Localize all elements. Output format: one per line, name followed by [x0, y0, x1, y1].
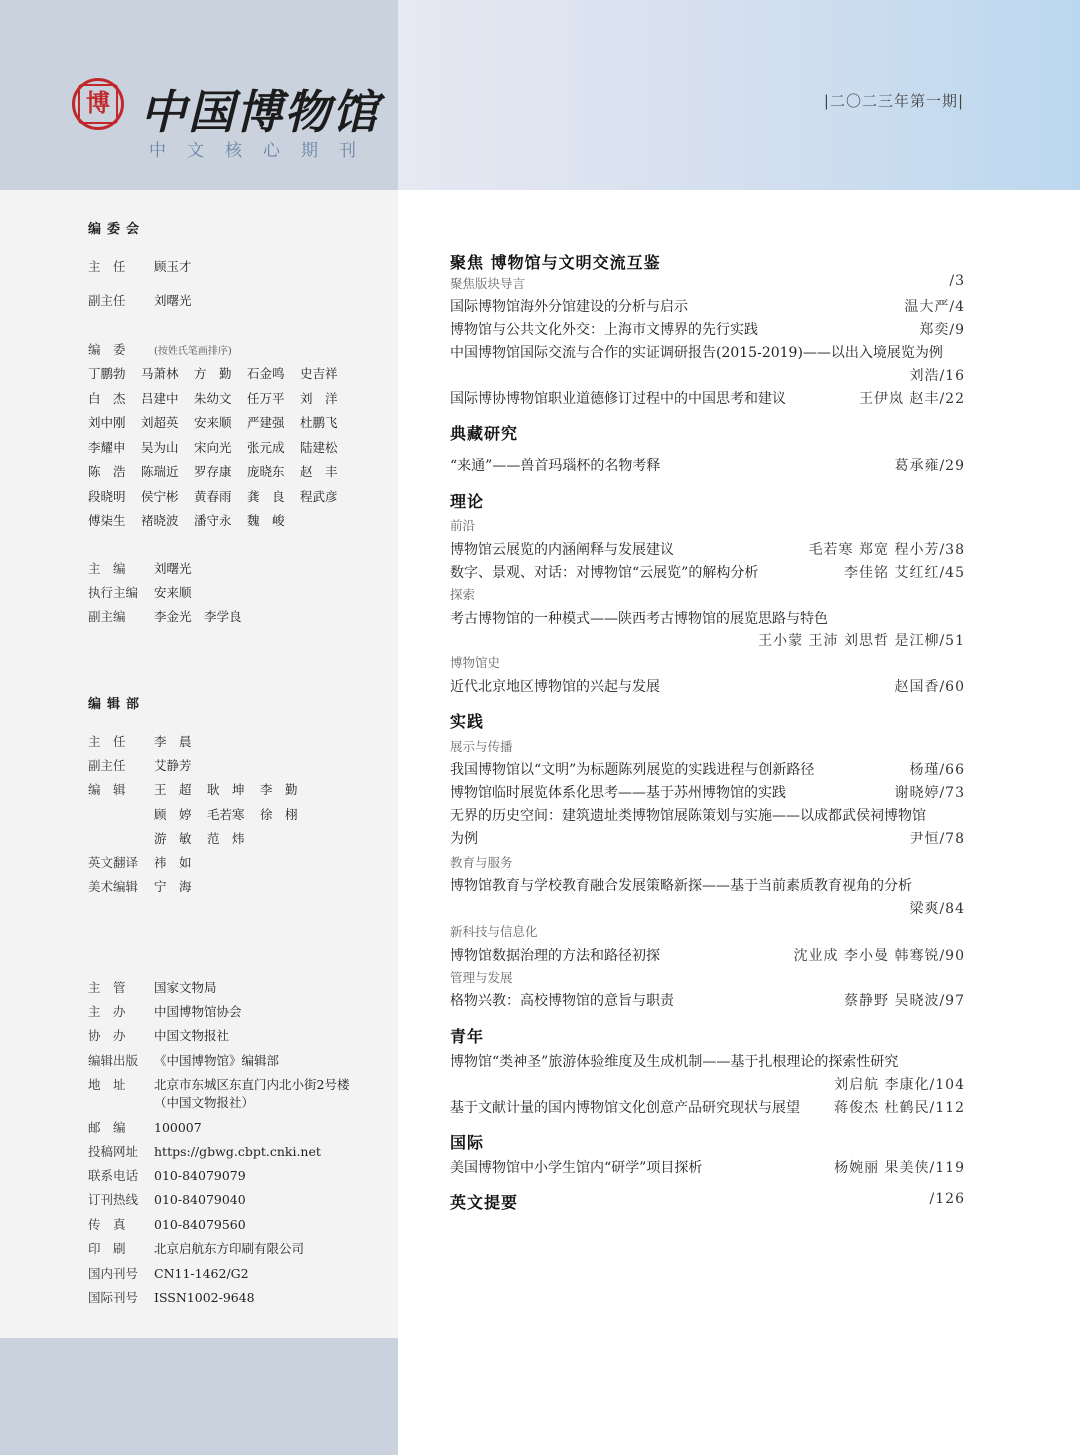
- committee-member-row: [88, 364, 353, 382]
- toc-author: 刘启航 李康化/104: [834, 1077, 965, 1093]
- toc-article[interactable]: 考古博物馆的一种模式——陕西考古博物馆的展览思路与特色: [450, 611, 828, 627]
- toc-article[interactable]: 博物馆教育与学校教育融合发展策略新探——基于当前素质教育视角的分析: [450, 878, 912, 894]
- committee-member-name: 安来顺: [194, 415, 232, 430]
- editor-name: 毛若寒: [207, 806, 245, 822]
- committee-member-row: [88, 487, 353, 505]
- toc-focus-title: 聚焦 博物馆与文明交流互鉴: [450, 253, 661, 272]
- committee-member-name: 陈瑞近: [141, 464, 179, 479]
- committee-member-name: 傅柒生: [88, 513, 126, 528]
- publication-row: [88, 1118, 202, 1136]
- publication-value: 中国博物馆协会: [154, 1004, 242, 1019]
- publication-row: [88, 1264, 249, 1282]
- publication-value: （中国文物报社）: [154, 1095, 255, 1110]
- committee-member-name: 刘中刚: [88, 415, 126, 430]
- committee-member-row: [88, 389, 353, 407]
- toc-subsection: 前沿: [450, 518, 476, 533]
- toc-author: 刘浩/16: [909, 368, 965, 384]
- publication-row: [88, 978, 217, 996]
- journal-subtitle: 中文核心期刊: [149, 141, 377, 161]
- committee-member-name: 龚 良: [247, 488, 285, 504]
- committee-title: 编委会: [88, 222, 146, 237]
- committee-member-row: [88, 511, 353, 529]
- publication-row: [88, 1288, 255, 1306]
- footer-left-band: [0, 1338, 398, 1455]
- editors-label: 编 辑: [88, 782, 126, 797]
- committee-member-name: 程武彦: [300, 488, 338, 504]
- committee-member-name: 白 杰: [88, 390, 126, 406]
- toc-international-title: 国际: [450, 1133, 485, 1152]
- publication-row: [88, 1075, 349, 1093]
- toc-focus-intro: 聚焦版块导言: [450, 276, 526, 291]
- committee-member-name: 吕建中: [141, 390, 179, 406]
- publication-row: [88, 1166, 246, 1184]
- toc-subsection: 展示与传播: [450, 739, 513, 754]
- issue-number: |二〇二三年第一期|: [823, 92, 964, 110]
- editor-row: [154, 805, 313, 823]
- publication-value[interactable]: https://gbwg.cbpt.cnki.net: [154, 1144, 321, 1159]
- editor-name: 徐 栩: [260, 806, 298, 822]
- publication-row: [88, 1215, 246, 1233]
- toc-article[interactable]: 博物馆云展览的内涵阐释与发展建议 毛若寒 郑宽 程小芳/38: [450, 542, 965, 558]
- committee-member-name: 任万平: [247, 390, 285, 406]
- publication-value: 《中国博物馆》编辑部: [154, 1053, 280, 1068]
- committee-members-label: 编 委 (按姓氏笔画排序): [88, 342, 232, 357]
- editorial-title: 编辑部: [88, 697, 146, 712]
- toc-subsection: 探索: [450, 587, 476, 602]
- toc-article[interactable]: 我国博物馆以“文明”为标题陈列展览的实践进程与创新路径 杨瑾/66: [450, 762, 965, 778]
- publication-value: CN11-1462/G2: [154, 1266, 249, 1281]
- committee-member-name: 刘 洋: [300, 390, 338, 406]
- toc-youth-title: 青年: [450, 1027, 485, 1046]
- publication-label: 地 址: [88, 1077, 126, 1092]
- committee-director: 主 任 顾玉才: [88, 259, 192, 274]
- translator: 英文翻译 祎 如: [88, 855, 192, 870]
- committee-member-name: 张元成: [247, 439, 285, 455]
- toc-abstract-title: 英文提要: [450, 1193, 519, 1212]
- chief-editor: 主 编 刘曙光: [88, 561, 192, 576]
- publication-value: 北京启航东方印刷有限公司: [154, 1241, 305, 1256]
- toc-focus-intro-page: /3: [949, 273, 965, 289]
- editor-row: [154, 829, 260, 847]
- exec-editor: 执行主编 安来顺: [88, 585, 192, 600]
- journal-logo: 中国博物馆: [140, 85, 380, 139]
- publication-label: 投稿网址: [88, 1144, 139, 1159]
- header-right-band: [398, 0, 1080, 190]
- committee-member-name: 吴为山: [141, 439, 179, 455]
- publication-value: 北京市东城区东直门内北小街2号楼: [154, 1077, 350, 1092]
- publication-label: 传 真: [88, 1217, 126, 1232]
- publication-value: 010-84079040: [154, 1192, 246, 1207]
- toc-collection-title: 典藏研究: [450, 424, 519, 443]
- committee-member-name: 黄春雨: [194, 488, 232, 504]
- art-editor: 美术编辑 宁 海: [88, 879, 192, 894]
- editor-name: 顾 婷: [154, 806, 192, 822]
- toc-article[interactable]: 国际博物馆海外分馆建设的分析与启示 温大严/4: [450, 299, 965, 315]
- publication-label: 编辑出版: [88, 1053, 139, 1068]
- toc-author: 王小蒙 王沛 刘思哲 是江柳/51: [758, 633, 965, 649]
- publication-label: 邮 编: [88, 1120, 126, 1135]
- committee-member-name: 石金鸣: [247, 366, 285, 381]
- toc-subsection: 教育与服务: [450, 855, 513, 870]
- toc-article[interactable]: “来通”——兽首玛瑙杯的名物考释 葛承雍/29: [450, 458, 965, 474]
- publication-label: 国内刊号: [88, 1266, 139, 1281]
- toc-article[interactable]: 数字、景观、对话：对博物馆“云展览”的解构分析 李佳铭 艾红红/45: [450, 565, 965, 581]
- publication-value: 010-84079560: [154, 1217, 246, 1232]
- editorial-vice-director: 副主任 艾静芳: [88, 758, 192, 773]
- committee-member-name: 朱幼文: [194, 390, 232, 406]
- publication-value: 国家文物局: [154, 980, 217, 995]
- committee-member-name: 陈 浩: [88, 464, 126, 479]
- committee-member-row: [88, 413, 353, 431]
- toc-article[interactable]: 格物兴教：高校博物馆的意旨与职责 蔡静野 吴晓波/97: [450, 993, 965, 1009]
- committee-member-name: 侯宁彬: [141, 488, 179, 504]
- publication-row: [88, 1239, 304, 1257]
- committee-member-name: 赵 丰: [300, 464, 338, 479]
- publication-label: 印 刷: [88, 1241, 126, 1256]
- committee-member-name: 陆建松: [300, 439, 338, 455]
- toc-subsection: 博物馆史: [450, 655, 501, 670]
- toc-practice-title: 实践: [450, 712, 485, 731]
- publication-value: 中国文物报社: [154, 1028, 230, 1043]
- committee-member-name: 潘守永: [194, 513, 232, 528]
- committee-member-name: 刘超英: [141, 415, 179, 430]
- committee-member-row: [88, 462, 353, 480]
- editor-name: 耿 坤: [207, 782, 245, 797]
- toc-article[interactable]: 博物馆临时展览体系化思考——基于苏州博物馆的实践 谢晓婷/73: [450, 785, 965, 801]
- publication-row: [88, 1002, 242, 1020]
- publication-label: 协 办: [88, 1028, 126, 1043]
- editor-name: 王 超: [154, 782, 192, 797]
- publication-label: 订刊热线: [88, 1192, 139, 1207]
- editor-name: 范 炜: [207, 831, 245, 846]
- toc-theory-title: 理论: [450, 492, 485, 511]
- committee-member-name: 严建强: [247, 415, 285, 430]
- committee-member-name: 庞晓东: [247, 464, 285, 479]
- publication-label: 国际刊号: [88, 1290, 139, 1305]
- toc-article-cont[interactable]: 为例 尹恒/78: [450, 831, 965, 847]
- editor-name: 游 敏: [154, 831, 192, 846]
- publication-row: [88, 1026, 229, 1044]
- toc-article[interactable]: 博物馆数据治理的方法和路径初探 沈业成 李小曼 韩骞锐/90: [450, 948, 965, 964]
- editor-row: [154, 780, 313, 798]
- editorial-director: 主 任 李 晨: [88, 734, 192, 749]
- committee-member-name: 魏 峻: [247, 513, 285, 528]
- publication-row: [88, 1051, 279, 1069]
- committee-member-name: 史吉祥: [300, 366, 338, 381]
- committee-vice-director: 副主任 刘曙光: [88, 293, 192, 308]
- toc-article[interactable]: 博物馆与公共文化外交：上海市文博界的先行实践 郑奕/9: [450, 322, 965, 338]
- committee-member-name: 李耀申: [88, 439, 126, 455]
- deputy-editor: 副主编 李金光 李学良: [88, 609, 242, 624]
- toc-subsection: 新科技与信息化: [450, 924, 538, 939]
- editor-name: 李 勤: [260, 782, 298, 797]
- toc-article[interactable]: 美国博物馆中小学生馆内“研学”项目探析 杨婉丽 果美侠/119: [450, 1160, 965, 1176]
- publication-row: [88, 1190, 246, 1208]
- committee-member-row: [88, 438, 353, 456]
- publication-value: 010-84079079: [154, 1168, 246, 1183]
- committee-member-name: 罗存康: [194, 464, 232, 479]
- seal-logo-icon: 博: [72, 78, 124, 130]
- publication-label: 主 办: [88, 1004, 126, 1019]
- toc-subsection: 管理与发展: [450, 970, 513, 985]
- committee-member-name: 方 勤: [194, 366, 232, 381]
- publication-row: [88, 1093, 254, 1111]
- toc-author: 梁爽/84: [909, 901, 965, 917]
- committee-member-name: 丁鹏勃: [88, 366, 126, 381]
- committee-member-name: 宋向光: [194, 439, 232, 455]
- publication-value: ISSN1002-9648: [154, 1290, 255, 1305]
- publication-row: [88, 1142, 321, 1160]
- committee-member-name: 杜鹏飞: [300, 415, 338, 430]
- committee-member-name: 褚晓波: [141, 513, 179, 528]
- publication-label: 联系电话: [88, 1168, 139, 1183]
- committee-member-name: 马萧林: [141, 366, 179, 381]
- toc-article[interactable]: 博物馆“类神圣”旅游体验维度及生成机制——基于扎根理论的探索性研究: [450, 1054, 899, 1070]
- toc-article[interactable]: 国际博协博物馆职业道德修订过程中的中国思考和建议 王伊岚 赵丰/22: [450, 391, 965, 407]
- publication-value: 100007: [154, 1120, 202, 1135]
- toc-article[interactable]: 中国博物馆国际交流与合作的实证调研报告(2015-2019)——以出入境展览为例: [450, 345, 943, 361]
- toc-abstract-page: /126: [929, 1191, 965, 1207]
- committee-member-name: 段晓明: [88, 488, 126, 504]
- toc-article[interactable]: 基于文献计量的国内博物馆文化创意产品研究现状与展望 蒋俊杰 杜鹤民/112: [450, 1100, 965, 1116]
- toc-article[interactable]: 无界的历史空间：建筑遗址类博物馆展陈策划与实施——以成都武侯祠博物馆: [450, 808, 926, 824]
- toc-article[interactable]: 近代北京地区博物馆的兴起与发展 赵国香/60: [450, 679, 965, 695]
- publication-label: 主 管: [88, 980, 126, 995]
